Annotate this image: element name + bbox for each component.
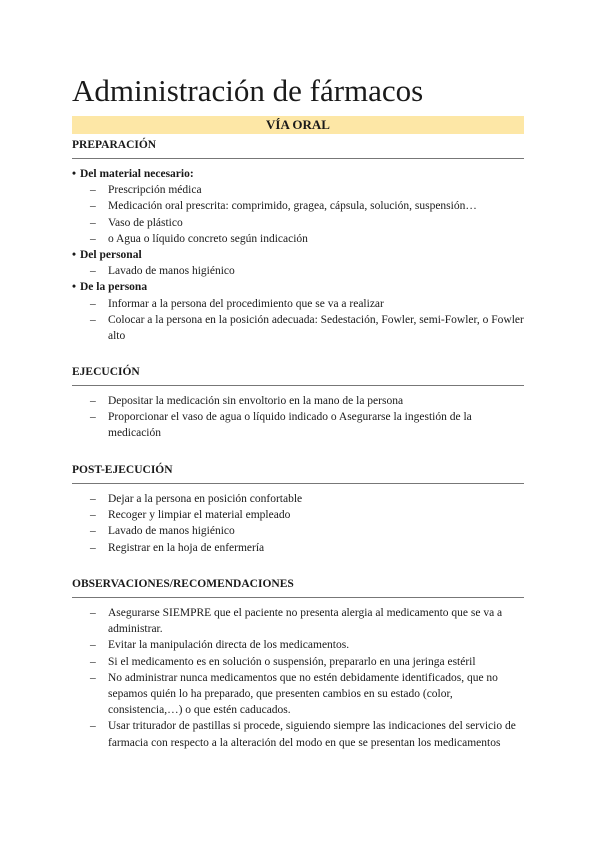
list-item: – Usar triturador de pastillas si procede, siguiendo siempre las indicaciones del servicio de farmacia con respecto a la alteración del modo en que se presentan los medicamentos xyxy=(90,720,516,749)
list-item: – Proporcionar el vaso de agua o líquido indicado o Asegurarse la ingestión de la medicación xyxy=(90,411,472,440)
dash-icon: – xyxy=(90,411,96,424)
section-heading: POST-EJECUCIÓN xyxy=(72,464,173,476)
section-divider xyxy=(72,597,524,598)
route-banner: VÍA ORAL xyxy=(72,116,524,134)
section-divider xyxy=(72,483,524,484)
list-item: – No administrar nunca medicamentos que no estén debidamente identificados, que no sepamos quién lo ha preparado, que presenten cambios en su estado (color, consistencia,…) o que estén caducados. xyxy=(90,671,498,717)
observaciones-list xyxy=(72,605,524,751)
dash-icon: – xyxy=(90,313,96,326)
ejecucion-list xyxy=(72,393,524,442)
group-heading: • Del personal xyxy=(72,247,524,263)
section-preparacion xyxy=(72,137,524,344)
dash-icon: – xyxy=(90,493,96,505)
list-item: – Lavado de manos higiénico xyxy=(72,263,524,279)
section-heading: OBSERVACIONES/RECOMENDACIONES xyxy=(72,578,294,590)
list-item: – Dejar a la persona en posición confortable xyxy=(72,491,524,507)
list-item: – o Agua o líquido concreto según indicación xyxy=(72,231,524,247)
section-divider xyxy=(72,385,524,386)
dash-icon: – xyxy=(90,395,96,407)
section-heading: PREPARACIÓN xyxy=(72,139,157,151)
list-item: – Registrar en la hoja de enfermería xyxy=(72,540,524,556)
list-item: – Lavado de manos higiénico xyxy=(72,523,524,539)
dash-icon: – xyxy=(90,720,96,733)
list-item: – Evitar la manipulación directa de los medicamentos. xyxy=(72,637,524,653)
section-observaciones xyxy=(72,576,524,751)
group-heading: • Del material necesario: xyxy=(72,166,524,182)
dash-icon: – xyxy=(90,509,96,522)
list-item: – Informar a la persona del procedimiento que se va a realizar xyxy=(72,296,524,312)
dash-icon: – xyxy=(90,525,96,538)
dash-icon: – xyxy=(90,671,96,684)
dash-icon: – xyxy=(90,655,96,668)
list-item: – Vaso de plástico xyxy=(72,215,524,231)
group-heading: • De la persona xyxy=(72,279,524,295)
section-divider xyxy=(72,158,524,159)
section-ejecucion xyxy=(72,364,524,442)
dash-icon: – xyxy=(90,184,96,197)
bullet-icon: • xyxy=(72,168,77,180)
list-item: – Prescripción médica xyxy=(72,182,524,198)
dash-icon: – xyxy=(90,265,96,278)
section-post-ejecucion xyxy=(72,462,524,556)
list-item: – Asegurarse SIEMPRE que el paciente no presenta alergia al medicamento que se va a administrar. xyxy=(90,607,503,636)
list-item: – Medicación oral prescrita: comprimido, gragea, cápsula, solución, suspensión… xyxy=(72,198,524,214)
dash-icon: – xyxy=(90,297,96,310)
page-title: Administración de fármacos xyxy=(72,73,424,108)
dash-icon: – xyxy=(90,216,96,229)
dash-icon: – xyxy=(90,607,96,619)
dash-icon: – xyxy=(90,541,96,554)
dash-icon: – xyxy=(90,639,96,652)
dash-icon: – xyxy=(90,200,96,213)
bullet-icon: • xyxy=(72,249,77,262)
section-heading: EJECUCIÓN xyxy=(72,366,140,378)
dash-icon: – xyxy=(90,232,96,245)
list-item: – Recoger y limpiar el material empleado xyxy=(72,507,524,523)
list-item: – Si el medicamento es en solución o suspensión, prepararlo en una jeringa estéril xyxy=(72,654,524,670)
list-item: – Colocar a la persona en la posición adecuada: Sedestación, Fowler, semi-Fowler, o Fowler alto xyxy=(90,313,524,343)
preparacion-list xyxy=(72,166,524,344)
bullet-icon: • xyxy=(72,281,77,294)
post-ejecucion-list xyxy=(72,491,524,556)
list-item: – Depositar la medicación sin envoltorio en la mano de la persona xyxy=(72,393,524,409)
